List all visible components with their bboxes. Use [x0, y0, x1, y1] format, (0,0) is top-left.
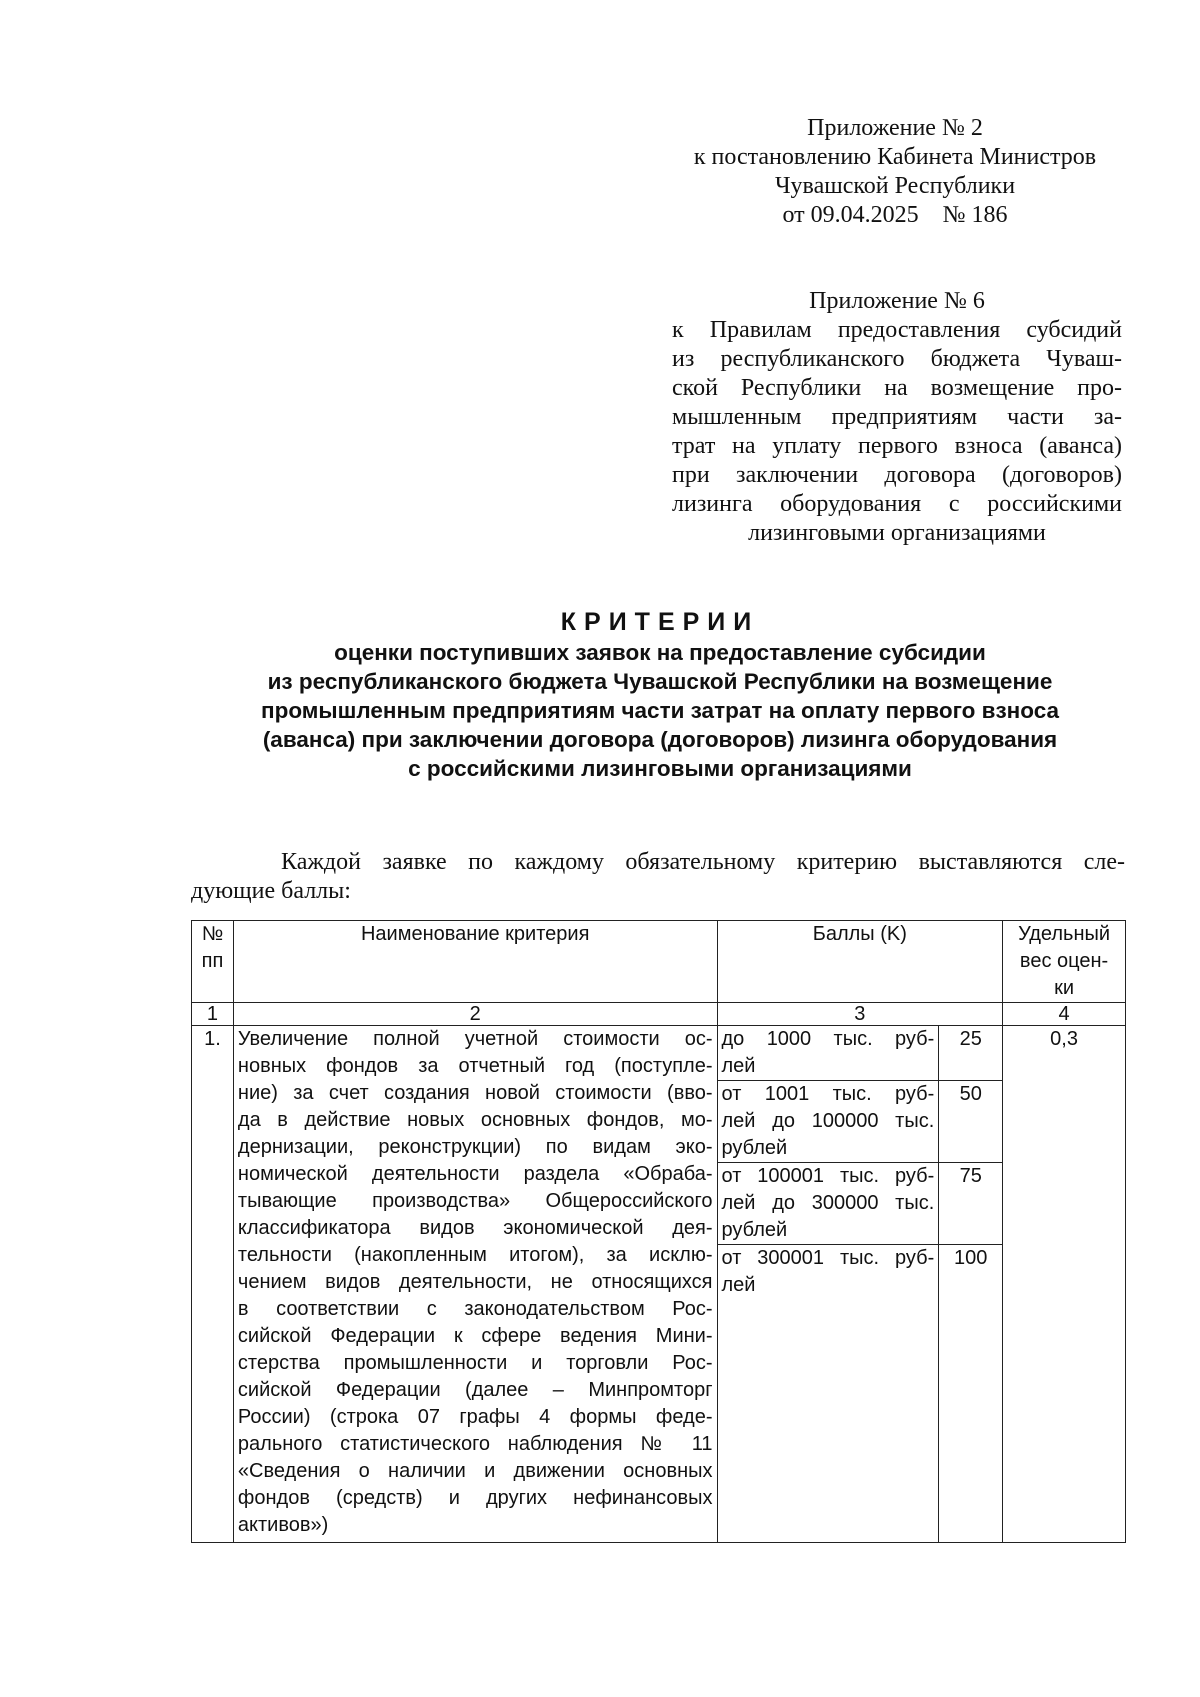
range-cell: [717, 1245, 939, 1300]
header-weight: [1003, 921, 1126, 1003]
description-line: чением видов деятельности, не относящихся: [237, 1271, 713, 1293]
description-line: классификатора видов экономической дея-: [237, 1217, 713, 1239]
range-line: лей до 100000 тыс.: [721, 1110, 935, 1132]
appendix-2-line: Чувашской Республики: [774, 173, 1016, 199]
document-title: [190, 606, 1130, 783]
appendix-6-line: лизинговыми организациями: [748, 520, 1046, 546]
appendix-2-line: Приложение № 2: [807, 115, 983, 141]
col-number: 4: [1003, 1003, 1126, 1026]
range-line: от 100001 тыс. руб-: [721, 1165, 935, 1187]
range-cell-filler: [717, 1299, 939, 1543]
title-main: КРИТЕРИИ: [560, 608, 760, 636]
header-weight-line: вес оцен-: [1019, 950, 1109, 972]
col-number: 1: [192, 1003, 234, 1026]
range-line: рублей: [721, 1137, 788, 1159]
description-line: да в действие новых основных фондов, мо-: [237, 1109, 713, 1131]
description-line: сийской Федерации (далее – Минпромторг: [237, 1379, 713, 1401]
appendix-6-line: к Правилам предоставления субсидий: [672, 317, 1122, 343]
header-name: Наименование критерия: [233, 921, 717, 1003]
description-line: рального статистического наблюдения № 11: [237, 1433, 713, 1455]
intro-paragraph: [191, 848, 1125, 906]
appendix-6-line: трат на уплату первого взноса (аванса): [672, 433, 1122, 459]
description-line: новных фондов за отчетный год (поступле-: [237, 1055, 713, 1077]
description-line: «Сведения о наличии и движении основных: [237, 1460, 713, 1482]
description-line: фондов (средств) и других нефинансовых: [237, 1487, 713, 1509]
appendix-6-line: при заключении договора (договоров): [672, 462, 1122, 488]
range-cell: [717, 1026, 939, 1081]
range-line: лей до 300000 тыс.: [721, 1192, 935, 1214]
appendix-6-line: ской Республики на возмещение про-: [672, 375, 1122, 401]
range-line: до 1000 тыс. руб-: [721, 1028, 935, 1050]
header-num-line: №: [201, 923, 224, 945]
description-line: дернизации, реконструкции) по видам эко-: [237, 1136, 713, 1158]
title-line: из республиканского бюджета Чувашской Республики на возмещение: [267, 669, 1053, 694]
appendix-6-line: из республиканского бюджета Чуваш-: [672, 346, 1122, 372]
description-line: тельности (накопленным итогом), за исклю-: [237, 1244, 713, 1266]
appendix-6-line: лизинга оборудования с российскими: [672, 491, 1122, 517]
range-line: от 1001 тыс. руб-: [721, 1083, 935, 1105]
appendix-6-block: [672, 287, 1122, 548]
col-number: 3: [717, 1003, 1003, 1026]
range-line: рублей: [721, 1219, 788, 1241]
description-line: Увеличение полной учетной стоимости ос-: [237, 1028, 713, 1050]
title-line: оценки поступивших заявок на предоставление субсидии: [334, 640, 986, 665]
appendix-2-line: к постановлению Кабинета Министров: [693, 144, 1097, 170]
intro-line: дующие баллы:: [191, 878, 351, 904]
points-cell: 75: [939, 1163, 1003, 1245]
intro-line: Каждой заявке по каждому обязательному критерию выставляются сле-: [281, 849, 1125, 875]
description-line: в соответствии с законодательством Рос-: [237, 1298, 713, 1320]
appendix-2-line: от 09.04.2025 № 186: [782, 202, 1008, 228]
col-number: 2: [233, 1003, 717, 1026]
points-cell: 50: [939, 1081, 1003, 1163]
range-line: от 300001 тыс. руб-: [721, 1247, 935, 1269]
range-cell: [717, 1163, 939, 1245]
title-line: (аванса) при заключении договора (договоров) лизинга оборудования: [262, 727, 1058, 752]
header-points: Баллы (K): [717, 921, 1003, 1003]
description-line: сийской Федерации к сфере ведения Мини-: [237, 1325, 713, 1347]
row-num: 1.: [192, 1026, 234, 1543]
appendix-2-block: [665, 114, 1125, 230]
header-num-line: пп: [201, 950, 224, 972]
title-line: с российскими лизинговыми организациями: [408, 756, 912, 781]
description-line: номической деятельности раздела «Обраба-: [237, 1163, 713, 1185]
points-cell: 25: [939, 1026, 1003, 1081]
description-line: тывающие производства» Общероссийского: [237, 1190, 713, 1212]
criterion-description: [233, 1026, 717, 1543]
criteria-table: [191, 920, 1126, 1543]
range-line: лей: [721, 1274, 756, 1296]
appendix-6-heading: Приложение № 6: [809, 288, 985, 314]
appendix-6-line: мышленным предприятиям части за-: [672, 404, 1122, 430]
table-row: [192, 1026, 1126, 1081]
points-cell-filler: [939, 1299, 1003, 1543]
column-number-row: [192, 1003, 1126, 1026]
range-line: лей: [721, 1055, 756, 1077]
header-weight-line: Удельный: [1018, 923, 1111, 945]
range-cell: [717, 1081, 939, 1163]
points-cell: 100: [939, 1245, 1003, 1300]
description-line: России) (строка 07 графы 4 формы феде-: [237, 1406, 713, 1428]
header-num: [192, 921, 234, 1003]
description-line: активов»): [237, 1514, 329, 1536]
table-header-row: [192, 921, 1126, 1003]
description-line: ние) за счет создания новой стоимости (вво-: [237, 1082, 713, 1104]
weight-cell: 0,3: [1003, 1026, 1126, 1543]
description-line: стерства промышленности и торговли Рос-: [237, 1352, 713, 1374]
title-line: промышленным предприятиям части затрат на оплату первого взноса: [260, 698, 1060, 723]
header-weight-line: ки: [1054, 977, 1075, 999]
